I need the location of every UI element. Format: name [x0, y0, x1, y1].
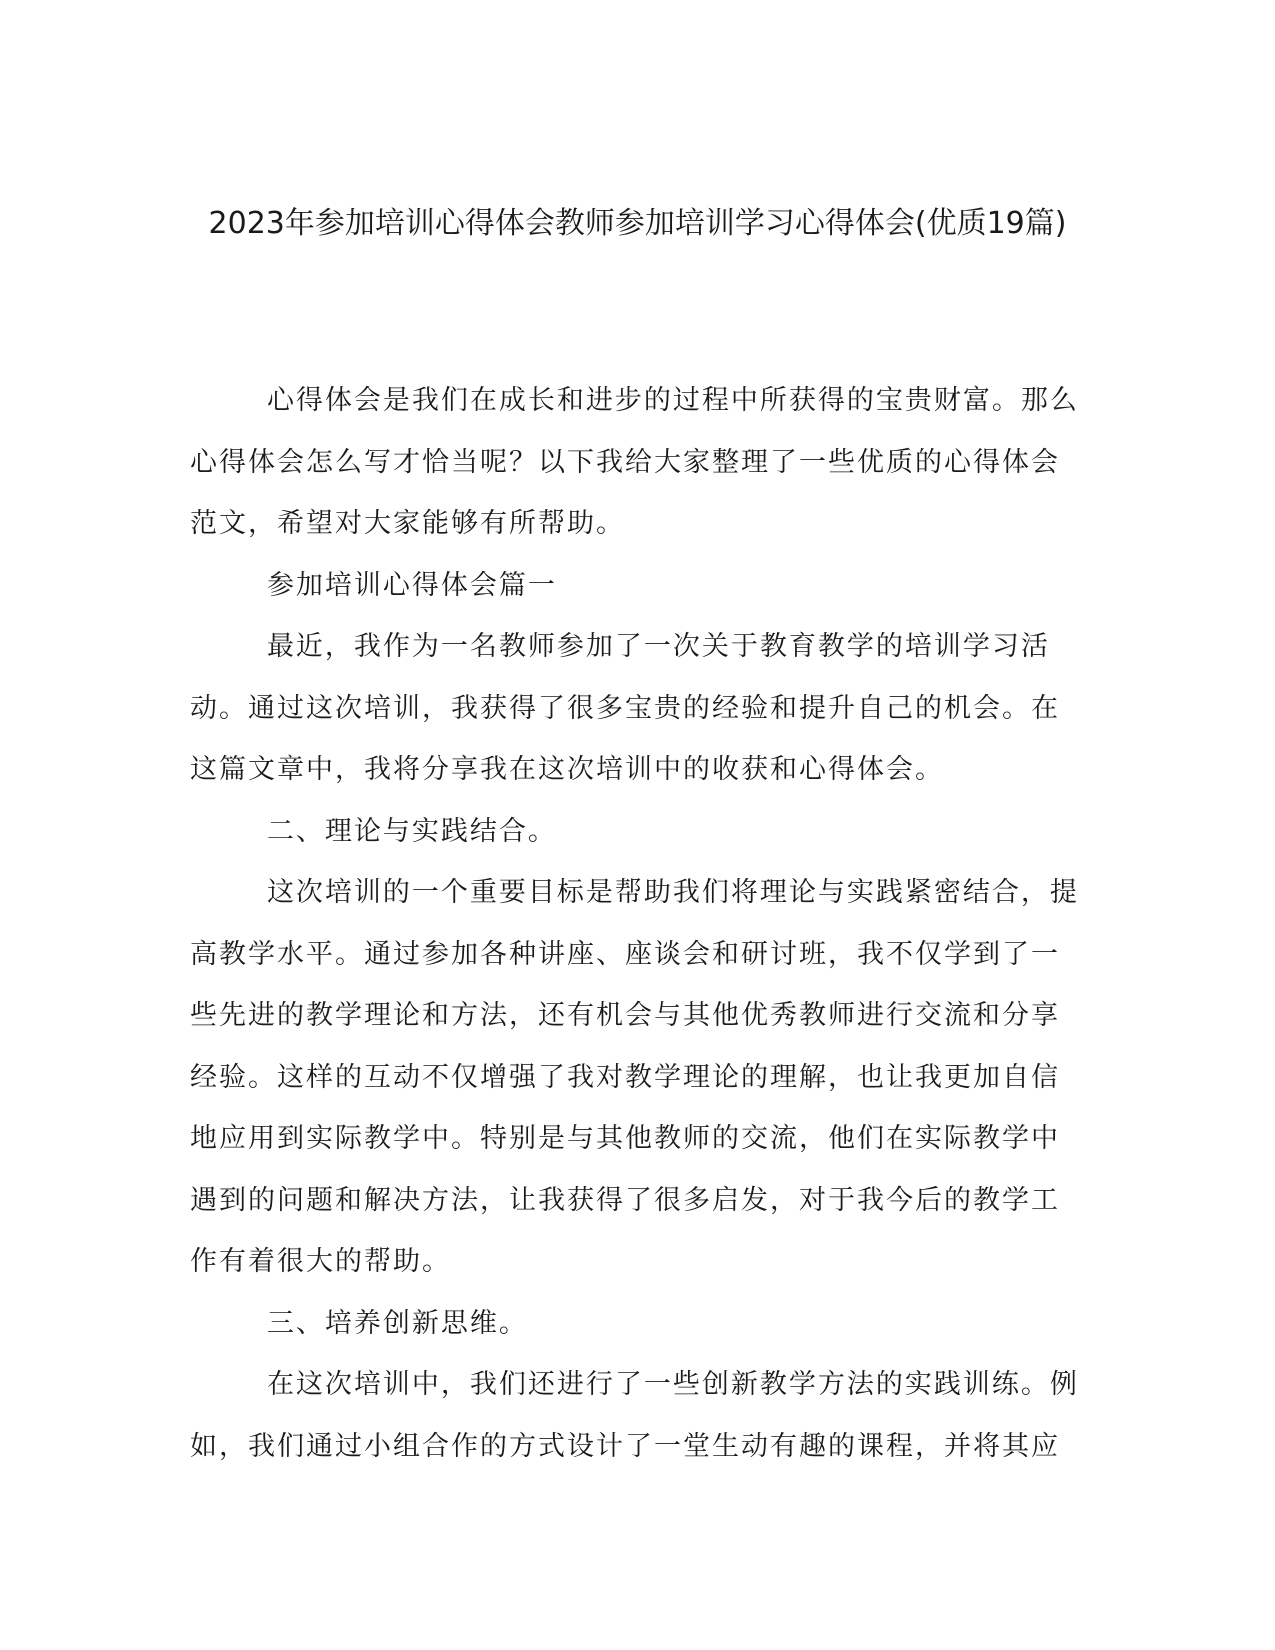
document-body [190, 370, 1085, 1477]
intro-paragraph: 心得体会是我们在成长和进步的过程中所获得的宝贵财富。那么心得体会怎么写才恰当呢？以下我给大家整理了一些优质的心得体会范文，希望对大家能够有所帮助。 [190, 385, 1079, 539]
section-heading: 三、培养创新思维。 [266, 1307, 528, 1339]
section-heading: 二、理论与实践结合。 [266, 815, 557, 847]
body-paragraph: 最近，我作为一名教师参加了一次关于教育教学的培训学习活动。通过这次培训，我获得了很多宝贵的经验和提升自己的机会。在这篇文章中，我将分享我在这次培训中的收获和心得体会。 [190, 631, 1060, 785]
body-paragraph: 在这次培训中，我们还进行了一些创新教学方法的实践训练。例如，我们通过小组合作的方式设计了一堂生动有趣的课程，并将其应 [190, 1369, 1079, 1462]
document-title: 2023年参加培训心得体会教师参加培训学习心得体会(优质19篇) [208, 206, 1067, 241]
body-paragraph: 这次培训的一个重要目标是帮助我们将理论与实践紧密结合，提高教学水平。通过参加各种讲座、座谈会和研讨班，我不仅学到了一些先进的教学理论和方法，还有机会与其他优秀教师进行交流和分享经验。这样的互动不仅增强了我对教学理论的理解，也让我更加自信地应用到实际教学中。特别是与其他教师的交流，他们在实际教学中遇到的问题和解决方法，让我获得了很多启发，对于我今后的教学工作有着很大的帮助。 [190, 877, 1079, 1277]
section-heading: 参加培训心得体会篇一 [266, 569, 557, 601]
